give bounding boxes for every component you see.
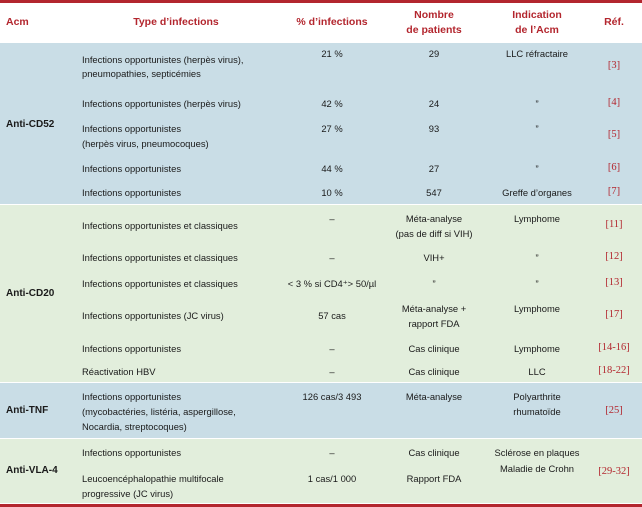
cell-indication: Lymphome xyxy=(513,213,561,224)
cell-type-line: Infections opportunistes (JC virus) xyxy=(82,310,224,321)
cell-indication: ” xyxy=(535,123,539,134)
cell-pct: – xyxy=(329,366,335,377)
cell-pct: < 3 % si CD4⁺> 50/µl xyxy=(287,278,377,289)
cell-ref: [11] xyxy=(605,219,623,230)
cell-ref: [25] xyxy=(605,405,623,416)
cell-type-line: (mycobactéries, listéria, aspergillose, xyxy=(82,406,236,417)
cell-pct: – xyxy=(329,252,335,263)
cell-type-line: Infections opportunistes (herpès virus) xyxy=(82,98,241,109)
cell-indication: ” xyxy=(535,163,539,174)
cell-patients: Cas clinique xyxy=(408,447,460,458)
cell-ref: [4] xyxy=(607,97,621,108)
cell-indication: ” xyxy=(535,278,539,289)
cell-pct: 42 % xyxy=(321,98,343,109)
header-pct: % d’infections xyxy=(296,16,368,28)
header-patients-line1: Nombre xyxy=(414,9,454,21)
cell-type-line: Infections opportunistes xyxy=(82,163,182,174)
cell-pct: 27 % xyxy=(321,123,343,134)
header-indication-line1: Indication xyxy=(512,9,562,21)
header-patients-line2: de patients xyxy=(406,24,462,36)
cell-indication: Sclérose en plaques xyxy=(494,447,580,458)
cell-indication: Polyarthrite xyxy=(513,391,561,402)
cell-type-line: Infections opportunistes xyxy=(82,187,182,198)
header-ref: Réf. xyxy=(604,16,624,28)
cell-patients: (pas de diff si VIH) xyxy=(395,228,473,239)
cell-patients: Méta-analyse xyxy=(405,391,463,402)
cell-type-line: Infections opportunistes xyxy=(82,447,182,458)
cell-pct: 1 cas/1 000 xyxy=(307,473,357,484)
group-label-anti-cd52: Anti-CD52 xyxy=(6,119,55,130)
cell-pct: 21 % xyxy=(321,48,343,59)
cell-patients: Rapport FDA xyxy=(406,473,462,484)
cell-ref: [12] xyxy=(605,251,623,262)
cell-ref: [13] xyxy=(605,277,623,288)
cell-type-line: Infections opportunistes et classiques xyxy=(82,278,238,289)
cell-patients: 24 xyxy=(428,98,440,109)
cell-ref: [5] xyxy=(607,129,621,140)
cell-patients: 27 xyxy=(428,163,440,174)
cell-ref: [29-32] xyxy=(598,466,630,477)
cell-indication: Lymphome xyxy=(513,303,561,314)
cell-patients: rapport FDA xyxy=(408,318,460,329)
header-type: Type d’infections xyxy=(133,16,219,28)
group-label-anti-tnf: Anti-TNF xyxy=(6,405,49,416)
cell-pct: – xyxy=(329,447,335,458)
cell-type-line: progressive (JC virus) xyxy=(82,488,174,499)
cell-type-line: Infections opportunistes xyxy=(82,391,182,402)
table-header xyxy=(0,3,642,43)
cell-patients: Cas clinique xyxy=(408,343,460,354)
cell-indication: ” xyxy=(535,98,539,109)
cell-pct: 44 % xyxy=(321,163,343,174)
cell-indication: LLC réfractaire xyxy=(505,48,569,59)
group-label-anti-cd20: Anti-CD20 xyxy=(6,288,55,299)
cell-patients: 29 xyxy=(428,48,440,59)
cell-indication: Maladie de Crohn xyxy=(499,463,575,474)
cell-ref: [14-16] xyxy=(598,342,630,353)
cell-pct: – xyxy=(329,213,335,224)
cell-patients: ” xyxy=(432,278,436,289)
cell-type-line: Infections opportunistes et classiques xyxy=(82,220,238,231)
cell-type-line: Infections opportunistes xyxy=(82,123,182,134)
cell-indication: rhumatoïde xyxy=(513,406,561,417)
cell-type-line: Leucoencéphalopathie multifocale xyxy=(82,473,224,484)
cell-ref: [18-22] xyxy=(598,365,630,376)
cell-patients: VIH+ xyxy=(423,252,445,263)
header-acm: Acm xyxy=(6,16,29,28)
cell-type-line: Nocardia, streptocoques) xyxy=(82,421,187,432)
cell-type-line: pneumopathies, septicémies xyxy=(82,68,201,79)
group-label-anti-vla4: Anti-VLA-4 xyxy=(6,465,58,476)
cell-patients: Cas clinique xyxy=(408,366,460,377)
cell-patients: Méta-analyse + xyxy=(401,303,467,314)
cell-patients: 93 xyxy=(428,123,440,134)
header-indication-line2: de l’Acm xyxy=(515,24,559,36)
cell-type-line: (herpès virus, pneumocoques) xyxy=(82,138,209,149)
cell-type-line: Infections opportunistes (herpès virus), xyxy=(82,54,244,65)
cell-pct: 57 cas xyxy=(318,310,346,321)
cell-ref: [17] xyxy=(605,309,623,320)
cell-pct: 126 cas/3 493 xyxy=(302,391,362,402)
cell-indication: LLC xyxy=(528,366,546,377)
cell-pct: – xyxy=(329,343,335,354)
cell-ref: [7] xyxy=(607,186,621,197)
cell-patients: Méta-analyse xyxy=(405,213,463,224)
cell-type-line: Infections opportunistes xyxy=(82,343,182,354)
cell-ref: [6] xyxy=(607,162,621,173)
cell-indication: Lymphome xyxy=(513,343,561,354)
cell-type-line: Réactivation HBV xyxy=(82,366,156,377)
cell-pct: 10 % xyxy=(321,187,343,198)
cell-indication: ” xyxy=(535,252,539,263)
cell-indication: Greffe d’organes xyxy=(502,187,572,198)
cell-patients: 547 xyxy=(426,187,442,198)
cell-type-line: Infections opportunistes et classiques xyxy=(82,252,238,263)
cell-ref: [3] xyxy=(607,60,621,71)
